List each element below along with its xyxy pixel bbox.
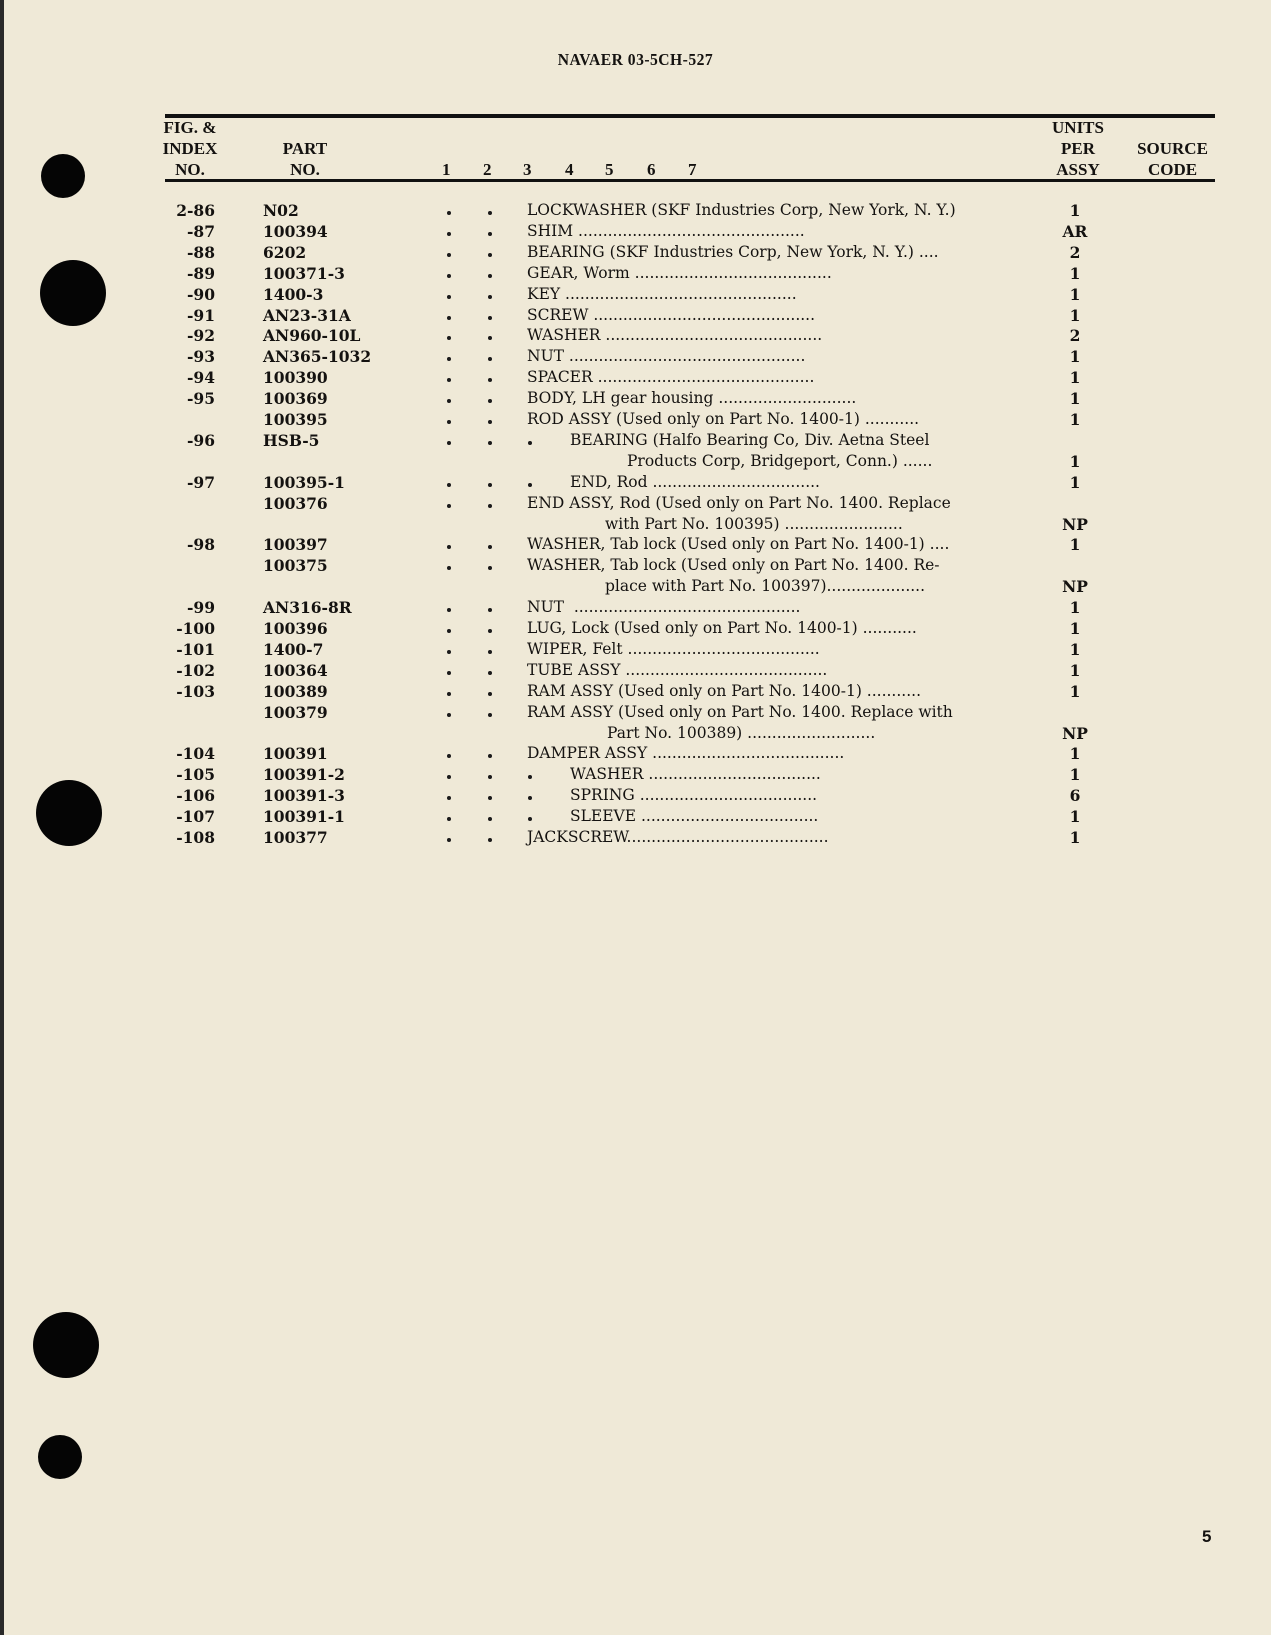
page-number: 5 xyxy=(1202,1527,1212,1546)
index-number: -87 xyxy=(186,221,215,241)
units-per-assy: NP xyxy=(1062,577,1088,597)
table-row-continuation xyxy=(0,576,1271,597)
indent-dot xyxy=(488,545,492,549)
description: Part No. 100389) .......................... xyxy=(607,723,876,742)
table-header-rule xyxy=(165,179,1215,182)
part-number: 1400-3 xyxy=(263,284,324,304)
index-number: -88 xyxy=(186,242,215,262)
part-number: 100391-1 xyxy=(263,807,345,827)
part-number: 100364 xyxy=(263,660,328,680)
part-number: N02 xyxy=(263,201,299,220)
indent-dot xyxy=(488,629,492,633)
units-per-assy: 2 xyxy=(1069,326,1081,346)
part-number: AN23-31A xyxy=(263,305,351,325)
description: RAM ASSY (Used only on Part No. 1400-1) ........... xyxy=(527,681,921,700)
table-row xyxy=(0,702,1271,723)
part-number: 100391-3 xyxy=(263,786,345,806)
description: SLEEVE .................................... xyxy=(570,807,819,826)
description: SHIM .............................................. xyxy=(527,221,805,240)
units-per-assy: 1 xyxy=(1069,639,1081,659)
part-number: 100379 xyxy=(263,702,328,722)
header-line: SOURCE xyxy=(1137,139,1208,158)
units-per-assy: 1 xyxy=(1069,765,1081,785)
units-per-assy: 1 xyxy=(1069,368,1081,388)
indent-dot xyxy=(447,754,451,758)
part-number: 6202 xyxy=(263,242,307,262)
header-line: FIG. & xyxy=(163,118,217,137)
header-units-per-assy xyxy=(1043,117,1113,180)
units-per-assy: 1 xyxy=(1069,660,1081,680)
index-number: -91 xyxy=(186,305,215,325)
table-row xyxy=(0,597,1271,618)
indent-dot xyxy=(488,504,492,508)
index-number: 2-86 xyxy=(176,201,215,220)
indent-dot xyxy=(488,274,492,278)
indent-dot xyxy=(447,441,451,445)
indent-dot xyxy=(447,608,451,612)
indent-dot xyxy=(447,253,451,257)
part-number: 100391-2 xyxy=(263,765,345,785)
description: SCREW ............................................. xyxy=(527,305,816,324)
table-row xyxy=(0,785,1271,806)
header-line: PER xyxy=(1061,139,1095,158)
table-row xyxy=(0,367,1271,388)
part-number: 100390 xyxy=(263,368,328,388)
table-row-continuation xyxy=(0,723,1271,744)
indent-dot xyxy=(447,817,451,821)
index-number: -104 xyxy=(176,744,215,764)
indent-dot xyxy=(447,232,451,236)
table-row xyxy=(0,806,1271,827)
header-line: PART xyxy=(282,139,328,158)
indent-dot xyxy=(447,775,451,779)
part-number: 100395 xyxy=(263,410,328,429)
index-number: -103 xyxy=(176,681,215,701)
header-level-4: 4 xyxy=(565,160,574,179)
index-number: -107 xyxy=(176,807,215,827)
table-row xyxy=(0,681,1271,702)
indent-dot xyxy=(447,274,451,278)
indent-dot xyxy=(447,671,451,675)
description: with Part No. 100395) ........................ xyxy=(605,514,903,533)
table-row xyxy=(0,346,1271,367)
table-row xyxy=(0,555,1271,576)
part-number: HSB-5 xyxy=(263,430,320,450)
header-fig-index xyxy=(150,117,230,180)
index-number: -100 xyxy=(176,619,215,638)
indent-dot xyxy=(488,692,492,696)
table-row xyxy=(0,200,1271,221)
indent-dot xyxy=(528,796,532,800)
index-number: -93 xyxy=(186,347,215,367)
indent-dot xyxy=(447,796,451,800)
header-level-3: 3 xyxy=(523,160,532,179)
part-number: 100394 xyxy=(263,221,328,241)
units-per-assy: 1 xyxy=(1069,410,1081,429)
description: BODY, LH gear housing ............................ xyxy=(527,389,857,408)
header-part-no xyxy=(270,138,340,180)
description: ROD ASSY (Used only on Part No. 1400-1) ........... xyxy=(527,410,920,428)
part-number: 100376 xyxy=(263,493,328,513)
indent-dot xyxy=(447,399,451,403)
units-per-assy: NP xyxy=(1062,723,1088,743)
part-number: 100397 xyxy=(263,535,328,555)
part-number: 100377 xyxy=(263,828,328,847)
table-row xyxy=(0,827,1271,848)
description: BEARING (Halfo Bearing Co, Div. Aetna Steel xyxy=(570,430,930,449)
header-line: INDEX xyxy=(162,139,218,158)
table-row xyxy=(0,472,1271,493)
header-level-6: 6 xyxy=(647,160,656,179)
units-per-assy: AR xyxy=(1062,221,1088,241)
units-per-assy: 1 xyxy=(1069,619,1081,638)
punch-hole xyxy=(41,154,85,198)
table-row xyxy=(0,764,1271,785)
indent-dot xyxy=(488,336,492,340)
description: END ASSY, Rod (Used only on Part No. 1400. Replace xyxy=(527,493,951,512)
description: WIPER, Felt ....................................... xyxy=(527,639,820,658)
description: WASHER, Tab lock (Used only on Part No. 1400. Re- xyxy=(527,556,940,575)
indent-dot xyxy=(447,295,451,299)
part-number: AN365-1032 xyxy=(263,347,372,367)
indent-dot xyxy=(488,316,492,320)
indent-dot xyxy=(488,713,492,717)
description: KEY ............................................... xyxy=(527,284,797,303)
description: BEARING (SKF Industries Corp, New York, N. Y.) .... xyxy=(527,242,939,261)
table-row xyxy=(0,325,1271,346)
indent-dot xyxy=(488,817,492,821)
indent-dot xyxy=(488,232,492,236)
header-level-5: 5 xyxy=(605,160,614,179)
indent-dot xyxy=(447,566,451,570)
index-number: -108 xyxy=(176,828,215,847)
description: GEAR, Worm ........................................ xyxy=(527,263,832,282)
part-number: 100369 xyxy=(263,389,328,409)
header-line: UNITS xyxy=(1052,118,1104,137)
header-line: NO. xyxy=(175,160,205,179)
part-number: AN960-10L xyxy=(263,326,361,346)
part-number: 100371-3 xyxy=(263,263,345,283)
indent-dot xyxy=(488,671,492,675)
units-per-assy: 1 xyxy=(1069,201,1081,220)
index-number: -92 xyxy=(186,326,215,346)
indent-dot xyxy=(488,775,492,779)
units-per-assy: 1 xyxy=(1069,807,1081,827)
index-number: -99 xyxy=(186,598,215,618)
description: place with Part No. 100397).................... xyxy=(605,577,926,596)
description: LUG, Lock (Used only on Part No. 1400-1) ........... xyxy=(527,619,917,637)
indent-dot xyxy=(488,754,492,758)
indent-dot xyxy=(488,420,492,424)
indent-dot xyxy=(488,211,492,215)
table-row xyxy=(0,263,1271,284)
table-row xyxy=(0,618,1271,639)
units-per-assy: 1 xyxy=(1069,472,1081,492)
indent-dot xyxy=(447,483,451,487)
table-row xyxy=(0,221,1271,242)
units-per-assy: 1 xyxy=(1069,451,1081,471)
indent-dot xyxy=(488,608,492,612)
indent-dot xyxy=(488,357,492,361)
header-line: ASSY xyxy=(1056,160,1100,179)
indent-dot xyxy=(447,378,451,382)
index-number: -97 xyxy=(186,472,215,492)
indent-dot xyxy=(447,629,451,633)
indent-dot xyxy=(528,817,532,821)
index-number: -98 xyxy=(186,535,215,555)
description: LOCKWASHER (SKF Industries Corp, New York, N. Y.) xyxy=(527,201,956,219)
indent-dot xyxy=(488,399,492,403)
description: NUT .............................................. xyxy=(527,598,801,617)
part-number: 100396 xyxy=(263,619,328,638)
part-number: 1400-7 xyxy=(263,639,324,659)
header-level-2: 2 xyxy=(483,160,492,179)
document-title: NAVAER 03-5CH-527 xyxy=(557,50,714,69)
units-per-assy: 1 xyxy=(1069,263,1081,283)
table-row xyxy=(0,743,1271,764)
punch-hole xyxy=(38,1435,82,1479)
index-number: -96 xyxy=(186,430,215,450)
units-per-assy: 1 xyxy=(1069,284,1081,304)
indent-dot xyxy=(447,316,451,320)
units-per-assy: 1 xyxy=(1069,744,1081,764)
units-per-assy: 1 xyxy=(1069,598,1081,618)
indent-dot xyxy=(488,441,492,445)
index-number: -95 xyxy=(186,389,215,409)
indent-dot xyxy=(488,295,492,299)
indent-dot xyxy=(488,483,492,487)
index-number: -101 xyxy=(176,639,215,659)
index-number: -102 xyxy=(176,660,215,680)
description: END, Rod .................................. xyxy=(570,472,820,491)
indent-dot xyxy=(488,838,492,842)
description: SPRING .................................... xyxy=(570,786,818,805)
indent-dot xyxy=(528,775,532,779)
units-per-assy: 1 xyxy=(1069,389,1081,409)
indent-dot xyxy=(447,336,451,340)
table-row xyxy=(0,284,1271,305)
units-per-assy: 1 xyxy=(1069,828,1081,847)
units-per-assy: 1 xyxy=(1069,305,1081,325)
indent-dot xyxy=(447,692,451,696)
header-level-7: 7 xyxy=(688,160,697,179)
header-level-1: 1 xyxy=(442,160,451,179)
indent-dot xyxy=(488,566,492,570)
table-row xyxy=(0,305,1271,326)
index-number: -89 xyxy=(186,263,215,283)
units-per-assy: 1 xyxy=(1069,535,1081,555)
description: JACKSCREW......................................... xyxy=(527,828,829,846)
table-row xyxy=(0,660,1271,681)
description: DAMPER ASSY ....................................... xyxy=(527,744,845,763)
index-number: -94 xyxy=(186,368,215,388)
units-per-assy: 2 xyxy=(1069,242,1081,262)
description: WASHER, Tab lock (Used only on Part No. 1400-1) .... xyxy=(527,535,950,554)
header-line: NO. xyxy=(290,160,320,179)
table-row xyxy=(0,388,1271,409)
description: TUBE ASSY ......................................... xyxy=(527,660,828,679)
indent-dot xyxy=(488,650,492,654)
indent-dot xyxy=(488,796,492,800)
index-number: -106 xyxy=(176,786,215,806)
indent-dot xyxy=(447,504,451,508)
indent-dot xyxy=(488,253,492,257)
index-number: -105 xyxy=(176,765,215,785)
indent-dot xyxy=(528,483,532,487)
punch-hole xyxy=(33,1312,99,1378)
units-per-assy: 1 xyxy=(1069,347,1081,367)
indent-dot xyxy=(528,441,532,445)
table-row-continuation xyxy=(0,514,1271,535)
index-number: -90 xyxy=(186,284,215,304)
indent-dot xyxy=(447,838,451,842)
table-row xyxy=(0,493,1271,514)
header-line: CODE xyxy=(1147,160,1198,179)
description: SPACER ............................................ xyxy=(527,368,815,387)
table-row xyxy=(0,409,1271,430)
part-number: 100391 xyxy=(263,744,328,764)
indent-dot xyxy=(447,420,451,424)
table-row xyxy=(0,242,1271,263)
description: WASHER ................................... xyxy=(570,765,821,784)
description: WASHER ............................................ xyxy=(527,326,823,345)
part-number: AN316-8R xyxy=(263,598,352,618)
header-source-code xyxy=(1130,138,1215,180)
table-row xyxy=(0,534,1271,555)
indent-dot xyxy=(488,378,492,382)
indent-dot xyxy=(447,211,451,215)
units-per-assy: NP xyxy=(1062,514,1088,534)
indent-dot xyxy=(447,357,451,361)
indent-dot xyxy=(447,650,451,654)
table-row xyxy=(0,430,1271,451)
table-row-continuation xyxy=(0,451,1271,472)
indent-dot xyxy=(447,545,451,549)
indent-dot xyxy=(447,713,451,717)
description: RAM ASSY (Used only on Part No. 1400. Replace with xyxy=(527,702,953,721)
part-number: 100389 xyxy=(263,681,328,701)
units-per-assy: 6 xyxy=(1069,786,1081,806)
part-number: 100375 xyxy=(263,556,328,576)
part-number: 100395-1 xyxy=(263,472,345,492)
units-per-assy: 1 xyxy=(1069,681,1081,701)
description: Products Corp, Bridgeport, Conn.) ...... xyxy=(627,451,933,470)
description: NUT ................................................ xyxy=(527,347,806,366)
table-row xyxy=(0,639,1271,660)
